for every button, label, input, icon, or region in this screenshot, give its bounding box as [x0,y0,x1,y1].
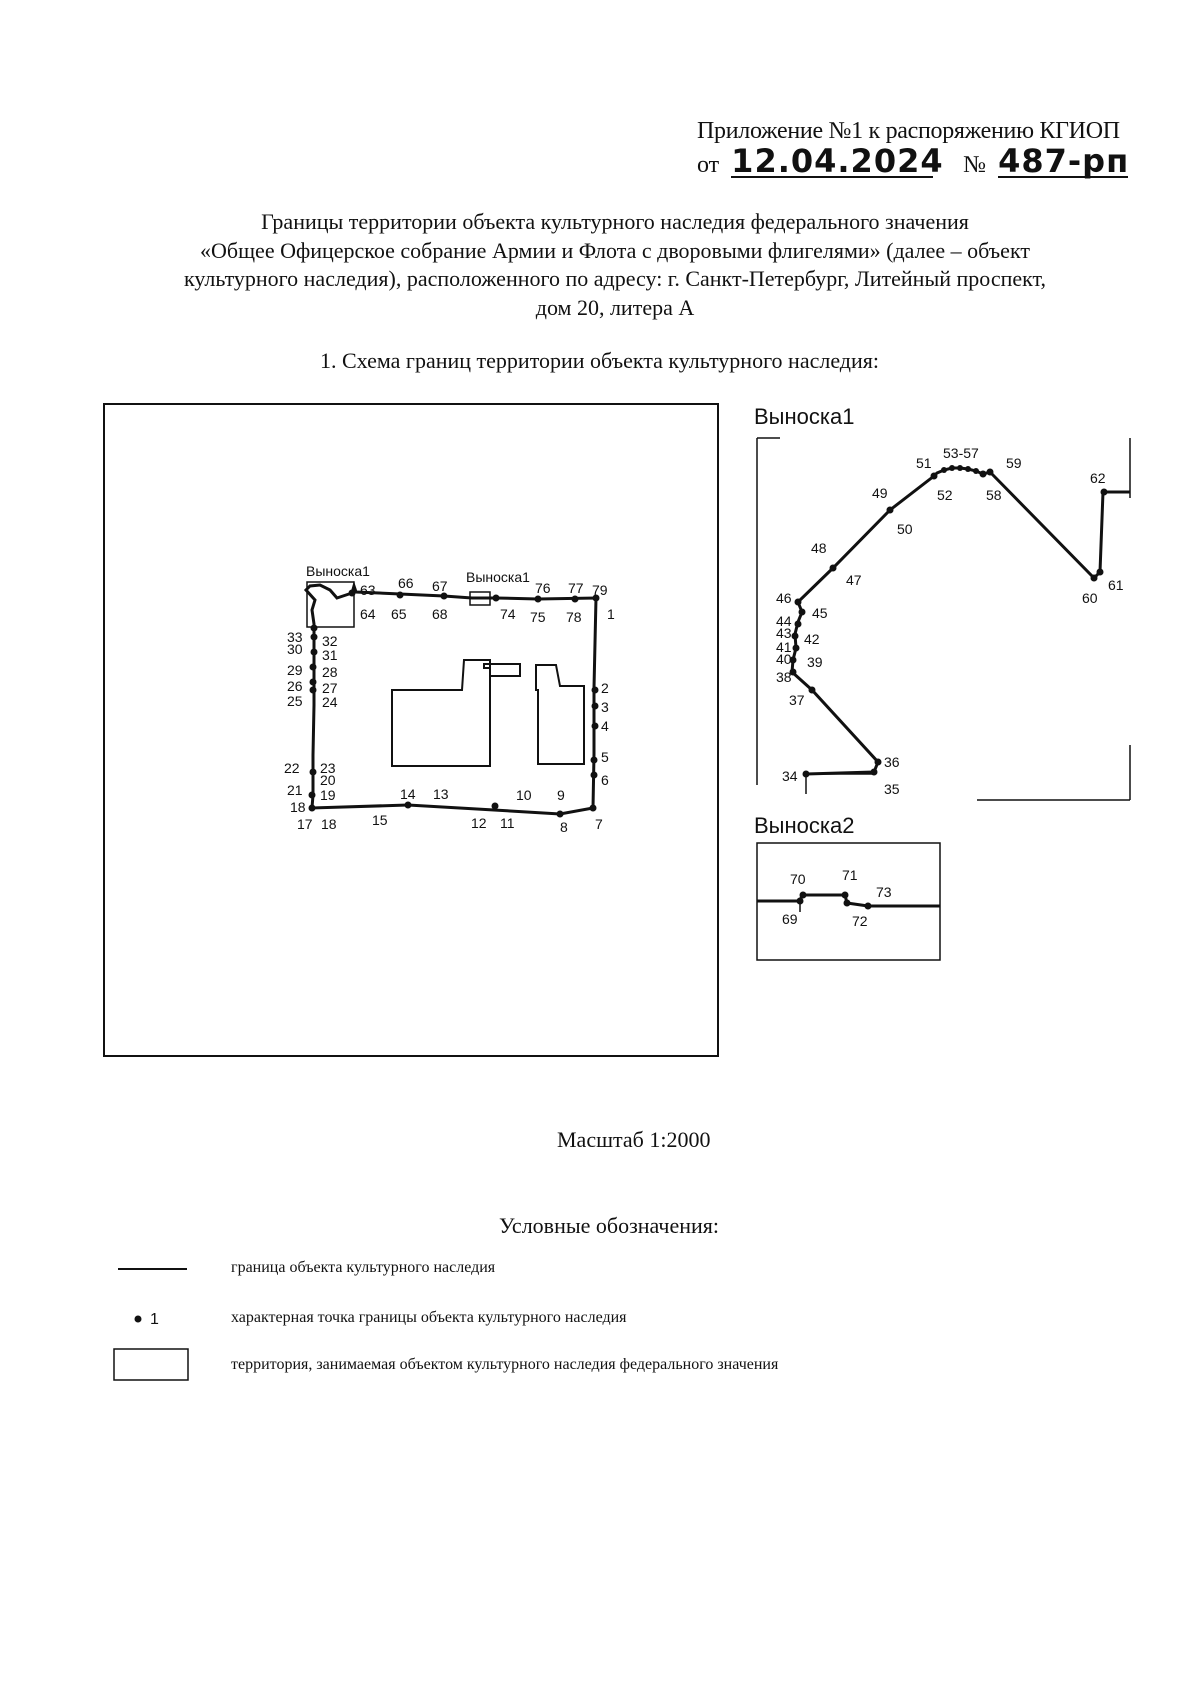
boundary-point [844,900,851,907]
point-label: 79 [592,582,608,598]
point-label: 71 [842,867,858,883]
boundary-point [535,596,542,603]
boundary-point [973,468,979,474]
callout2-title: Выноска2 [754,813,855,838]
boundary-point [592,723,599,730]
point-label: 65 [391,606,407,622]
boundary-point [310,664,317,671]
point-label: 44 [776,613,792,629]
title-line-2: «Общее Офицерское собрание Армии и Флота с дворовыми флигелями» (далее – объект [200,237,1030,263]
callout1-point-labels [776,445,1124,797]
point-label: 66 [398,575,414,591]
boundary-point [310,679,317,686]
point-label: 53-57 [943,445,979,461]
boundary-point [797,898,804,905]
point-label: 72 [852,913,868,929]
boundary-point [965,466,971,472]
title-line-3: культурного наследия), расположенного по адресу: г. Санкт-Петербург, Литейный проспект, [184,266,1046,291]
point-label: 49 [872,485,888,501]
point-label: 46 [776,590,792,606]
point-label: 5 [601,749,609,765]
boundary-point [980,471,987,478]
boundary-point [310,769,317,776]
boundary-point [809,687,816,694]
point-label: 42 [804,631,820,647]
point-label: 70 [790,871,806,887]
point-label: 67 [432,578,448,594]
boundary-point [887,507,894,514]
main-map-point-labels [284,575,615,835]
point-label: 64 [360,606,376,622]
boundary-point [865,903,872,910]
number-prefix: № [963,152,987,178]
boundary-point [397,592,404,599]
boundary-point [957,465,963,471]
point-label: 22 [284,760,300,776]
point-label: 24 [322,694,338,710]
title-line-1: Границы территории объекта культурного наследия федерального значения [261,209,969,234]
point-label: 33 [287,629,303,645]
point-label: 74 [500,606,516,622]
boundary-point [492,803,499,810]
point-label: 45 [812,605,828,621]
boundary-point [310,687,317,694]
boundary-point [349,590,356,597]
point-label: 30 [287,641,303,657]
legend-territory-symbol [114,1349,188,1380]
map-scale: Масштаб 1:2000 [557,1127,711,1152]
point-label: 20 [320,772,336,788]
boundary-point [987,469,994,476]
point-label: 77 [568,580,584,596]
point-label: 35 [884,781,900,797]
heritage-boundary-line [306,585,596,814]
point-label: 18 [290,799,306,815]
point-label: 40 [776,651,792,667]
boundary-point [871,769,878,776]
legend-item-boundary: граница объекта культурного наследия [231,1259,496,1276]
point-label: 8 [560,819,568,835]
boundary-point [1101,489,1108,496]
boundary-point [803,771,810,778]
point-label: 29 [287,662,303,678]
point-label: 9 [557,787,565,803]
point-label: 23 [320,760,336,776]
point-label: 51 [916,455,932,471]
title-line-4: дом 20, литера А [535,294,695,320]
point-label: 68 [432,606,448,622]
point-label: 58 [986,487,1002,503]
boundary-point [557,811,564,818]
callout-label-1: Выноска1 [306,563,370,579]
boundary-points [309,590,600,818]
point-label: 38 [776,669,792,685]
boundary-point [1091,575,1098,582]
point-label: 17 [297,816,313,832]
boundary-point [591,757,598,764]
handwritten-date: 12.04.2024 [731,142,944,180]
callout1-points [790,465,1108,778]
point-label: 12 [471,815,487,831]
point-label: 60 [1082,590,1098,606]
point-label: 21 [287,782,303,798]
point-label: 4 [601,718,609,734]
point-label: 59 [1006,455,1022,471]
boundary-point [931,473,938,480]
boundary-point [793,645,800,652]
point-label: 37 [789,692,805,708]
point-label: 62 [1090,470,1106,486]
point-label: 52 [937,487,953,503]
boundary-point [792,633,799,640]
point-label: 34 [782,768,798,784]
legend-point-sample-label: 1 [150,1311,159,1328]
point-label: 2 [601,680,609,696]
handwritten-order-number: 487-рп [998,142,1130,180]
point-label: 7 [595,816,603,832]
point-label: 63 [360,582,376,598]
point-label: 50 [897,521,913,537]
point-label: 11 [500,815,515,831]
point-label: 75 [530,609,546,625]
point-label: 14 [400,786,416,802]
boundary-point [799,609,806,616]
point-label: 27 [322,680,338,696]
legend-title: Условные обозначения: [499,1213,720,1238]
appendix-reference: Приложение №1 к распоряжению КГИОП [697,118,1120,144]
boundary-point [875,759,882,766]
point-label: 78 [566,609,582,625]
point-label: 26 [287,678,303,694]
boundary-point [592,703,599,710]
legend-point-symbol [135,1316,142,1323]
building-outline-main [392,660,520,766]
legend-item-territory: территория, занимаемая объектом культурного наследия федерального значения [231,1356,779,1373]
callout1-title: Выноска1 [754,404,855,429]
boundary-point [493,595,500,602]
boundary-point [311,625,318,632]
point-label: 19 [320,787,336,803]
boundary-point [572,596,579,603]
point-label: 13 [433,786,449,802]
callout1-adjacent-line [806,774,874,794]
boundary-point [830,565,837,572]
boundary-point [795,599,802,606]
boundary-point [1097,569,1104,576]
point-label: 73 [876,884,892,900]
main-map-frame [104,404,718,1056]
point-label: 10 [516,787,532,803]
boundary-point [949,465,955,471]
point-label: 36 [884,754,900,770]
boundary-point [800,892,807,899]
point-label: 76 [535,580,551,596]
point-label: 31 [322,647,338,663]
point-label: 3 [601,699,609,715]
point-label: 18 [321,816,337,832]
building-outline-east [536,665,584,764]
point-label: 32 [322,633,338,649]
point-label: 1 [607,606,615,622]
boundary-point [405,802,412,809]
boundary-point [590,805,597,812]
date-prefix: от [697,152,720,178]
boundary-point [591,772,598,779]
point-label: 28 [322,664,338,680]
point-label: 25 [287,693,303,709]
point-label: 48 [811,540,827,556]
boundary-point [311,649,318,656]
callout1-boundary-line [792,468,1130,774]
legend-item-point: характерная точка границы объекта культурного наследия [231,1309,627,1326]
point-label: 69 [782,911,798,927]
point-label: 41 [776,639,792,655]
callout-label-2: Выноска1 [466,569,530,585]
boundary-point [309,805,316,812]
boundary-point [309,792,316,799]
boundary-point [592,687,599,694]
point-label: 39 [807,654,823,670]
boundary-point [795,621,802,628]
point-label: 47 [846,572,862,588]
point-label: 43 [776,625,792,641]
boundary-point [941,467,947,473]
boundary-point [311,634,318,641]
point-label: 61 [1108,577,1124,593]
section-heading: 1. Схема границ территории объекта культурного наследия: [320,348,880,373]
point-label: 15 [372,812,388,828]
point-label: 6 [601,772,609,788]
boundary-point [842,892,849,899]
